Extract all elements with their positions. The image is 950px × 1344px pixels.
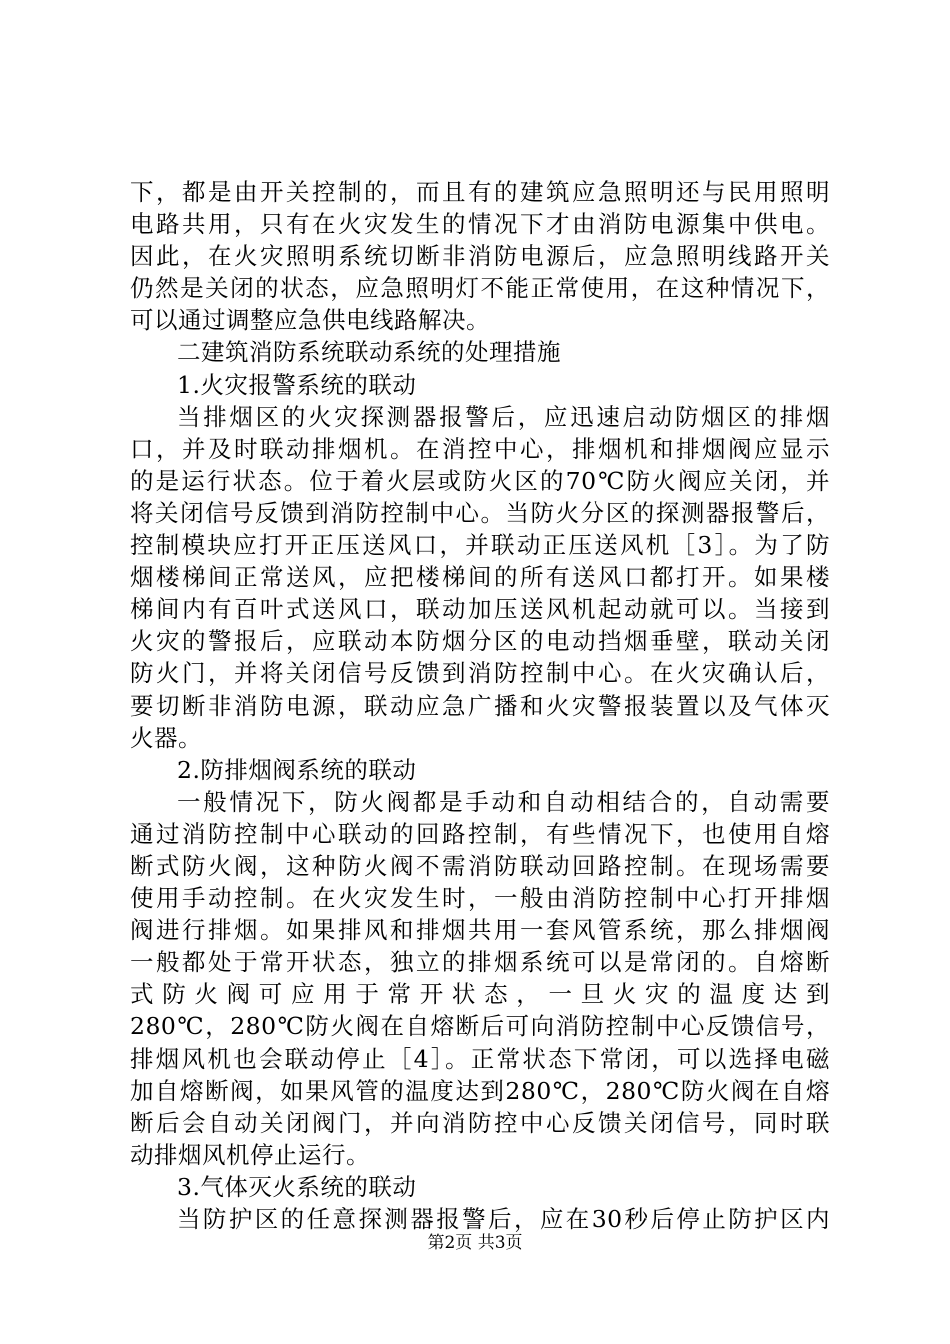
paragraph-line: 火灾的警报后，应联动本防烟分区的电动挡烟垂壁，联动关闭 bbox=[130, 627, 830, 656]
paragraph-line: 式防火阀可应用于常开状态，一旦火灾的温度达到 bbox=[130, 980, 830, 1009]
paragraph-line: 防火门，并将关闭信号反馈到消防控制中心。在火灾确认后， bbox=[130, 659, 830, 688]
page-number: 第2页 共3页 bbox=[427, 1233, 523, 1253]
paragraph-line: 要切断非消防电源，联动应急广播和火灾警报装置以及气体灭 bbox=[130, 691, 830, 720]
paragraph-line: 断后会自动关闭阀门，并向消防控中心反馈关闭信号，同时联 bbox=[130, 1108, 830, 1137]
page-body bbox=[130, 176, 830, 1235]
section-heading: 二建筑消防系统联动系统的处理措施 bbox=[177, 338, 561, 367]
paragraph-line: 电路共用，只有在火灾发生的情况下才由消防电源集中供电。 bbox=[130, 210, 830, 239]
paragraph-line: 280℃，280℃防火阀在自熔断后可向消防控制中心反馈信号， bbox=[130, 1012, 830, 1041]
paragraph-line: 控制模块应打开正压送风口，并联动正压送风机［3］。为了防 bbox=[130, 531, 830, 560]
paragraph-line: 阀进行排烟。如果排风和排烟共用一套风管系统，那么排烟阀 bbox=[130, 916, 830, 945]
paragraph-line: 因此，在火灾照明系统切断非消防电源后，应急照明线路开关 bbox=[130, 242, 830, 271]
paragraph-line: 排烟风机也会联动停止［4］。正常状态下常闭，可以选择电磁 bbox=[130, 1044, 830, 1073]
paragraph-line: 的是运行状态。位于着火层或防火区的70℃防火阀应关闭，并 bbox=[130, 466, 830, 495]
subsection-heading: 3.气体灭火系统的联动 bbox=[177, 1172, 417, 1201]
paragraph-line: 通过消防控制中心联动的回路控制，有些情况下，也使用自熔 bbox=[130, 819, 830, 848]
subsection-heading: 2.防排烟阀系统的联动 bbox=[177, 755, 417, 784]
paragraph-line: 一般都处于常开状态，独立的排烟系统可以是常闭的。自熔断 bbox=[130, 948, 830, 977]
paragraph-line: 当防护区的任意探测器报警后，应在30秒后停止防护区内 bbox=[177, 1205, 830, 1233]
paragraph-line: 烟楼梯间正常送风，应把楼梯间的所有送风口都打开。如果楼 bbox=[130, 563, 830, 592]
page-footer bbox=[0, 1232, 950, 1254]
paragraph-line: 下，都是由开关控制的，而且有的建筑应急照明还与民用照明 bbox=[130, 178, 830, 206]
paragraph-line: 将关闭信号反馈到消防控制中心。当防火分区的探测器报警后， bbox=[130, 498, 830, 527]
paragraph-line: 火器。 bbox=[130, 723, 202, 752]
subsection-heading: 1.火灾报警系统的联动 bbox=[177, 370, 417, 399]
paragraph-line: 口，并及时联动排烟机。在消控中心，排烟机和排烟阀应显示 bbox=[130, 434, 830, 463]
paragraph-line: 梯间内有百叶式送风口，联动加压送风机起动就可以。当接到 bbox=[130, 595, 830, 624]
paragraph-line: 断式防火阀，这种防火阀不需消防联动回路控制。在现场需要 bbox=[130, 851, 830, 880]
paragraph-line: 动排烟风机停止运行。 bbox=[130, 1140, 370, 1169]
paragraph-line: 加自熔断阀，如果风管的温度达到280℃，280℃防火阀在自熔 bbox=[130, 1076, 830, 1105]
paragraph-line: 一般情况下，防火阀都是手动和自动相结合的，自动需要 bbox=[177, 787, 830, 816]
paragraph-line: 仍然是关闭的状态，应急照明灯不能正常使用，在这种情况下， bbox=[130, 274, 830, 303]
paragraph-line: 可以通过调整应急供电线路解决。 bbox=[130, 306, 490, 335]
paragraph-line: 当排烟区的火灾探测器报警后，应迅速启动防烟区的排烟 bbox=[177, 402, 830, 431]
paragraph-line: 使用手动控制。在火灾发生时，一般由消防控制中心打开排烟 bbox=[130, 884, 830, 913]
